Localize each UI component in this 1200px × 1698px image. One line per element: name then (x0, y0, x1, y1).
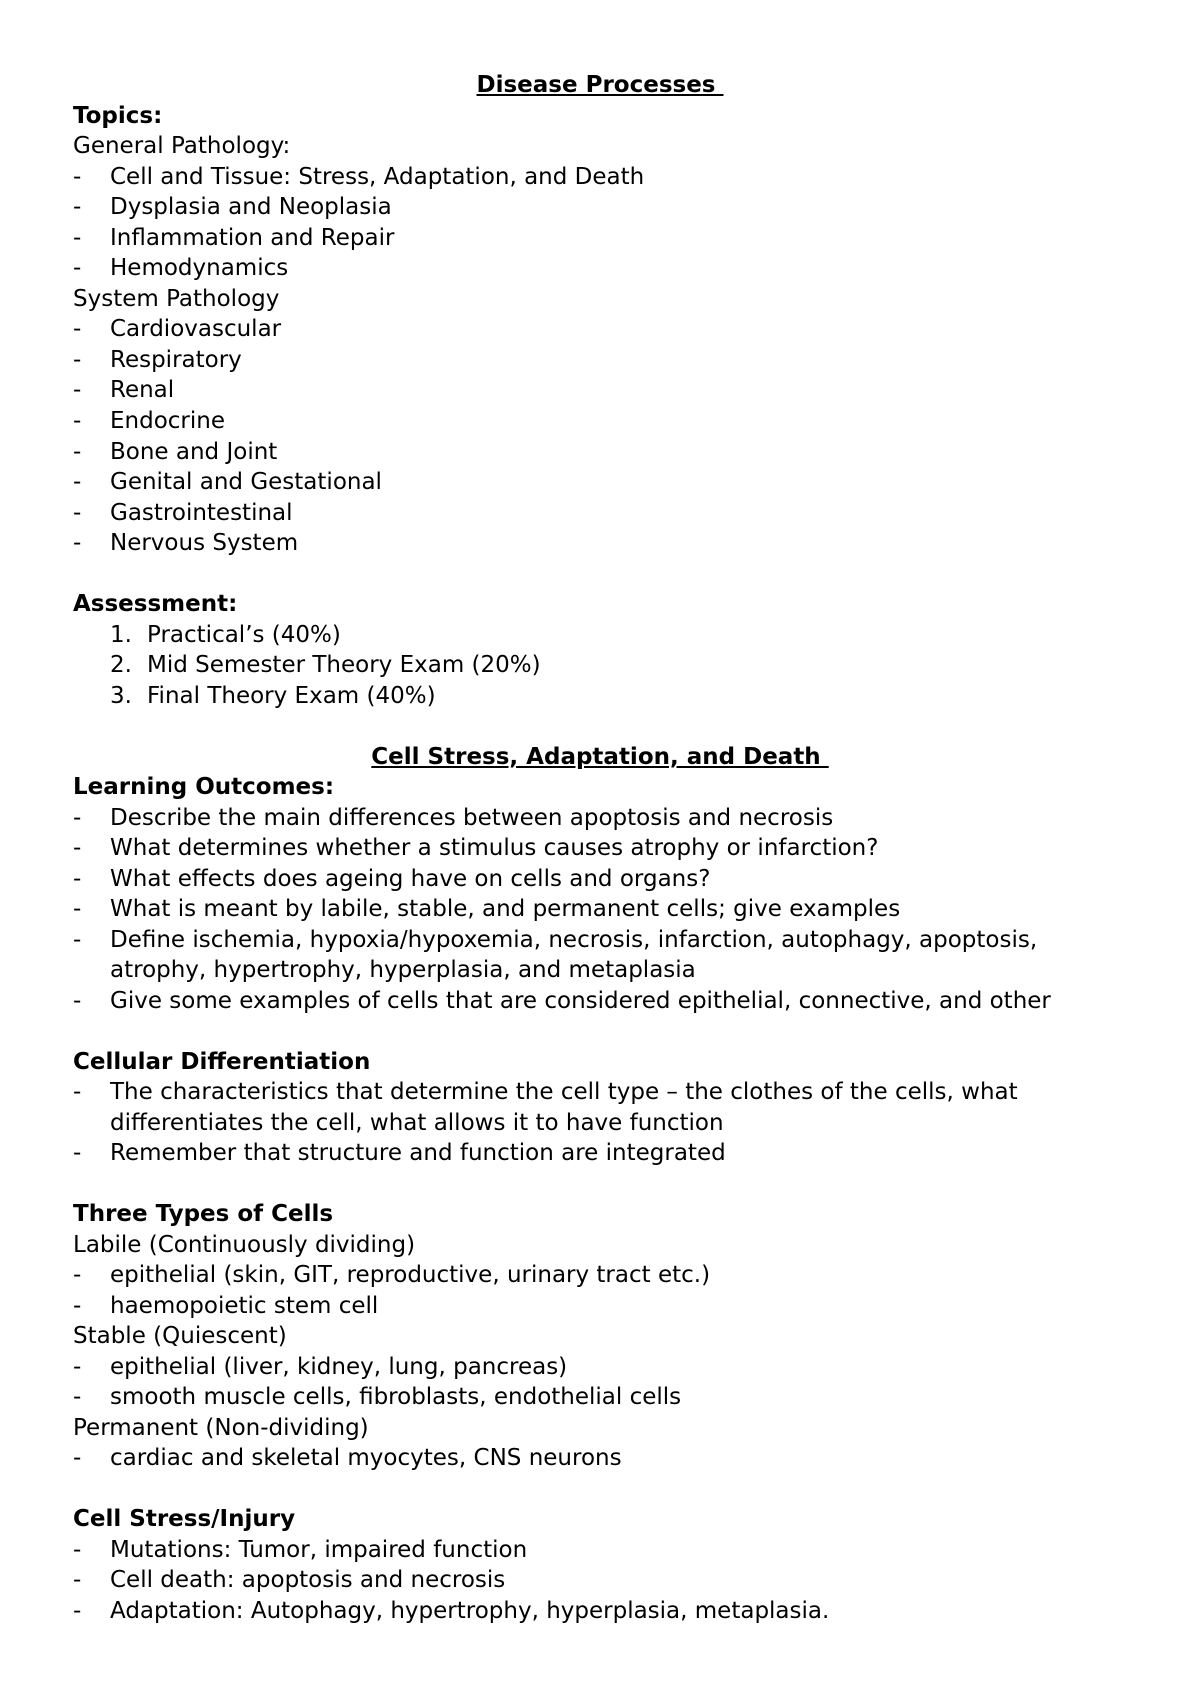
bullet-dash: - (73, 1537, 82, 1563)
bullet-dash: - (73, 1598, 82, 1624)
topic-item: Gastrointestinal (110, 500, 293, 526)
bullet-dash: - (73, 835, 82, 861)
cell-diff-item: The characteristics that determine the cell type – the clothes of the cells, what (110, 1079, 1018, 1105)
stress-item: Mutations: Tumor, impaired function (110, 1537, 528, 1563)
bullet-dash: - (73, 1262, 82, 1288)
topic-item: Dysplasia and Neoplasia (110, 194, 392, 220)
cell-diff-heading: Cellular Differentiation (73, 1049, 371, 1075)
bullet-dash: - (73, 896, 82, 922)
assessment-heading: Assessment: (73, 591, 238, 617)
bullet-dash: - (73, 439, 82, 465)
bullet-dash: - (73, 530, 82, 556)
topics-heading: Topics: (73, 103, 163, 129)
topic-item: Cell and Tissue: Stress, Adaptation, and Death (110, 164, 645, 190)
learning-outcome: Describe the main differences between apoptosis and necrosis (110, 805, 834, 831)
bullet-dash: - (73, 1354, 82, 1380)
permanent-item: cardiac and skeletal myocytes, CNS neurons (110, 1445, 622, 1471)
topic-item: Bone and Joint (110, 439, 278, 465)
three-types-heading: Three Types of Cells (73, 1201, 334, 1227)
bullet-dash: - (73, 347, 82, 373)
cell-diff-continuation: differentiates the cell, what allows it to have function (110, 1110, 724, 1136)
bullet-dash: - (73, 805, 82, 831)
general-pathology-label: General Pathology: (73, 133, 291, 159)
section-title: Cell Stress, Adaptation, and Death (371, 744, 829, 770)
labile-item: epithelial (skin, GIT, reproductive, urinary tract etc.) (110, 1262, 711, 1288)
list-number: 3. (110, 683, 132, 709)
stable-label: Stable (Quiescent) (73, 1323, 287, 1349)
bullet-dash: - (73, 377, 82, 403)
assessment-item: Mid Semester Theory Exam (20%) (147, 652, 541, 678)
bullet-dash: - (73, 469, 82, 495)
stable-item: smooth muscle cells, fibroblasts, endothelial cells (110, 1384, 682, 1410)
topic-item: Renal (110, 377, 175, 403)
document-title: Disease Processes (476, 72, 724, 98)
bullet-dash: - (73, 1384, 82, 1410)
bullet-dash: - (73, 866, 82, 892)
stress-item: Adaptation: Autophagy, hypertrophy, hyperplasia, metaplasia. (110, 1598, 830, 1624)
topic-item: Nervous System (110, 530, 299, 556)
learning-outcome: Give some examples of cells that are considered epithelial, connective, and other (110, 988, 1051, 1014)
list-number: 2. (110, 652, 132, 678)
assessment-item: Practical’s (40%) (147, 622, 341, 648)
topic-item: Endocrine (110, 408, 225, 434)
labile-label: Labile (Continuously dividing) (73, 1232, 416, 1258)
bullet-dash: - (73, 1293, 82, 1319)
topic-item: Hemodynamics (110, 255, 289, 281)
bullet-dash: - (73, 164, 82, 190)
assessment-item: Final Theory Exam (40%) (147, 683, 436, 709)
topic-item: Genital and Gestational (110, 469, 382, 495)
topic-item: Respiratory (110, 347, 242, 373)
bullet-dash: - (73, 1567, 82, 1593)
topic-item: Cardiovascular (110, 316, 282, 342)
bullet-dash: - (73, 1140, 82, 1166)
bullet-dash: - (73, 316, 82, 342)
bullet-dash: - (73, 408, 82, 434)
learning-outcome: What effects does ageing have on cells and organs? (110, 866, 711, 892)
learning-outcome-continuation: atrophy, hypertrophy, hyperplasia, and metaplasia (110, 957, 696, 983)
learning-outcome: Define ischemia, hypoxia/hypoxemia, necrosis, infarction, autophagy, apoptosis, (110, 927, 1038, 953)
bullet-dash: - (73, 225, 82, 251)
bullet-dash: - (73, 500, 82, 526)
learning-outcome: What is meant by labile, stable, and permanent cells; give examples (110, 896, 901, 922)
bullet-dash: - (73, 1445, 82, 1471)
labile-item: haemopoietic stem cell (110, 1293, 379, 1319)
topic-item: Inflammation and Repair (110, 225, 395, 251)
cell-diff-item: Remember that structure and function are integrated (110, 1140, 726, 1166)
stress-item: Cell death: apoptosis and necrosis (110, 1567, 506, 1593)
learning-outcomes-heading: Learning Outcomes: (73, 774, 335, 800)
system-pathology-label: System Pathology (73, 286, 280, 312)
bullet-dash: - (73, 194, 82, 220)
stable-item: epithelial (liver, kidney, lung, pancreas) (110, 1354, 568, 1380)
bullet-dash: - (73, 988, 82, 1014)
learning-outcome: What determines whether a stimulus causes atrophy or infarction? (110, 835, 879, 861)
permanent-label: Permanent (Non-dividing) (73, 1415, 369, 1441)
list-number: 1. (110, 622, 132, 648)
bullet-dash: - (73, 255, 82, 281)
stress-heading: Cell Stress/Injury (73, 1506, 296, 1532)
bullet-dash: - (73, 1079, 82, 1105)
bullet-dash: - (73, 927, 82, 953)
